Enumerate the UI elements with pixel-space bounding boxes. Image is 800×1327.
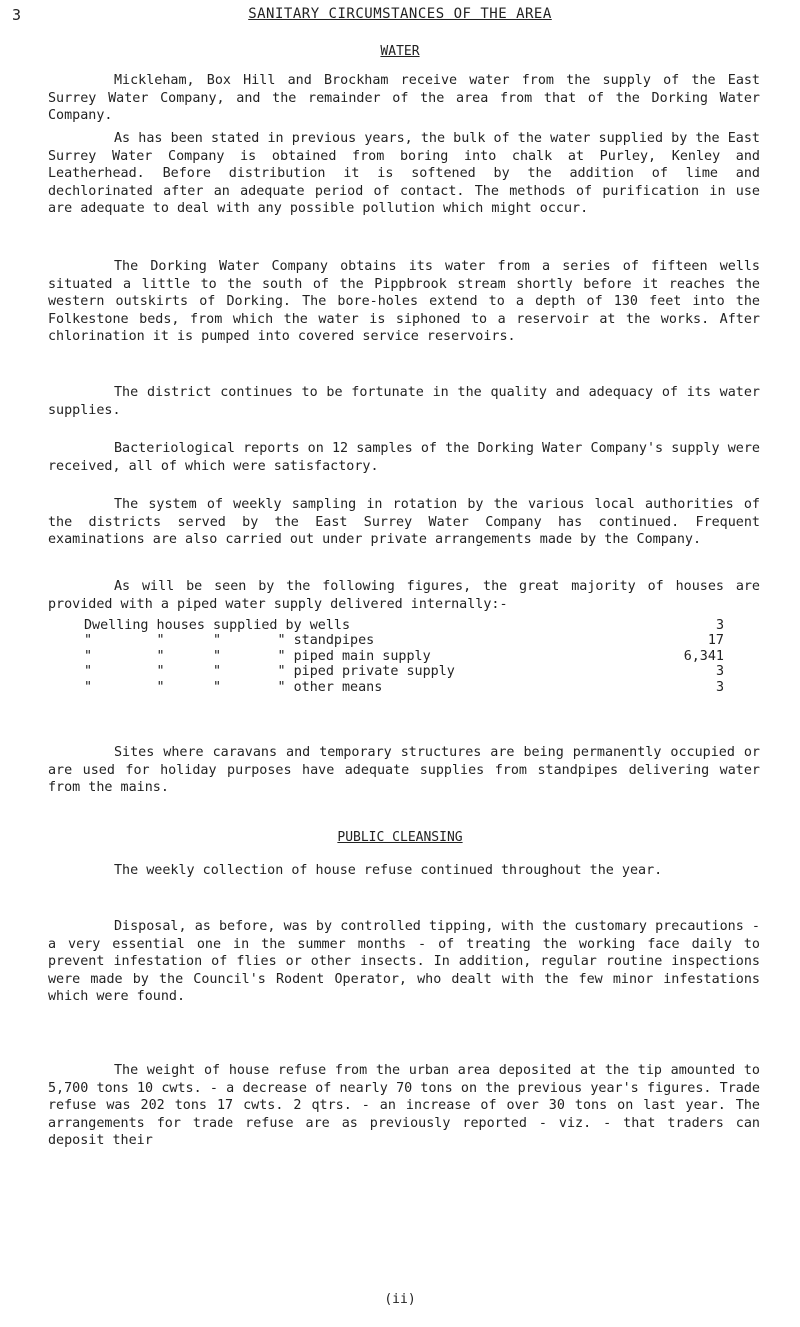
table-row-value: 17	[707, 633, 724, 649]
table-row	[84, 633, 724, 648]
paragraph: As will be seen by the following figures, the great majority of houses are provided with a piped water supply delivered internally:-	[48, 579, 760, 612]
section-heading-cleansing: PUBLIC CLEANSING	[337, 830, 463, 845]
table-row-label: Dwelling houses supplied by wells	[84, 618, 351, 633]
paragraph-caravans: Sites where caravans and temporary structures are being permanently occupied or are used for holiday purposes have adequate supplies from standpipes delivering water from the mains.	[48, 745, 760, 796]
water-supply-table	[84, 618, 724, 695]
paragraph: The weight of house refuse from the urban area deposited at the tip amounted to 5,700 tons 10 cwts. - a decrease of nearly 70 tons on the previous year's figures. Trade refuse was 202 tons 17 cwts. 2 qtrs. - an increase of over 30 tons on last year. The arrangements for trade refuse are as previously reported - viz. - that traders can deposit their	[48, 1063, 760, 1149]
table-row-value: 3	[715, 679, 724, 695]
table-row-value: 3	[715, 664, 724, 680]
table-row-value: 6,341	[683, 648, 724, 664]
table-row	[84, 618, 724, 633]
table-row	[84, 680, 724, 695]
table-row-label: " " " " other means	[84, 679, 383, 695]
paragraph: Bacteriological reports on 12 samples of the Dorking Water Company's supply were received, all of which were satisfactory.	[48, 441, 760, 474]
page-footer: (ii)	[384, 1292, 416, 1307]
paragraph: Disposal, as before, was by controlled tipping, with the customary precautions - a very essential one in the summer months - of treating the working face daily to prevent infestation of flies or other insects. In addition, regular routine inspections were made by the Council's Rodent Operator, who dealt with the few minor infestations which were found.	[48, 919, 760, 1005]
paragraph: The system of weekly sampling in rotation by the various local authorities of the districts served by the East Surrey Water Company has continued. Frequent examinations are also carried out under private arrangements made by the Company.	[48, 497, 760, 548]
paragraph: The weekly collection of house refuse continued throughout the year.	[114, 863, 663, 878]
page-number: 3	[12, 6, 22, 24]
table-row-label: " " " " piped main supply	[84, 648, 431, 664]
section-heading-water: WATER	[380, 44, 420, 59]
paragraph: Mickleham, Box Hill and Brockham receive water from the supply of the East Surrey Water Company, and the remainder of the area from that of the Dorking Water Company.	[48, 73, 760, 124]
table-row	[84, 664, 724, 679]
table-row-label: " " " " standpipes	[84, 633, 375, 649]
page-header: SANITARY CIRCUMSTANCES OF THE AREA	[248, 6, 552, 22]
paragraph: As has been stated in previous years, the bulk of the water supplied by the East Surrey Water Company is obtained from boring into chalk at Purley, Kenley and Leatherhead. Before distribution it is softened by the addition of lime and dechlorinated after an adequate period of contact. The methods of purification in use are adequate to deal with any possible pollution which might occur.	[48, 131, 760, 217]
paragraph: The district continues to be fortunate in the quality and adequacy of its water supplies.	[48, 385, 760, 418]
paragraph: The Dorking Water Company obtains its water from a series of fifteen wells situated a little to the south of the Pippbrook stream shortly before it reaches the western outskirts of Dorking. The bore-holes extend to a depth of 130 feet into the Folkestone beds, from which the water is siphoned to a reservoir at the works. After chlorination it is pumped into covered service reservoirs.	[48, 259, 760, 345]
table-row	[84, 649, 724, 664]
table-row-value: 3	[715, 618, 724, 633]
table-row-label: " " " " piped private supply	[84, 664, 455, 680]
